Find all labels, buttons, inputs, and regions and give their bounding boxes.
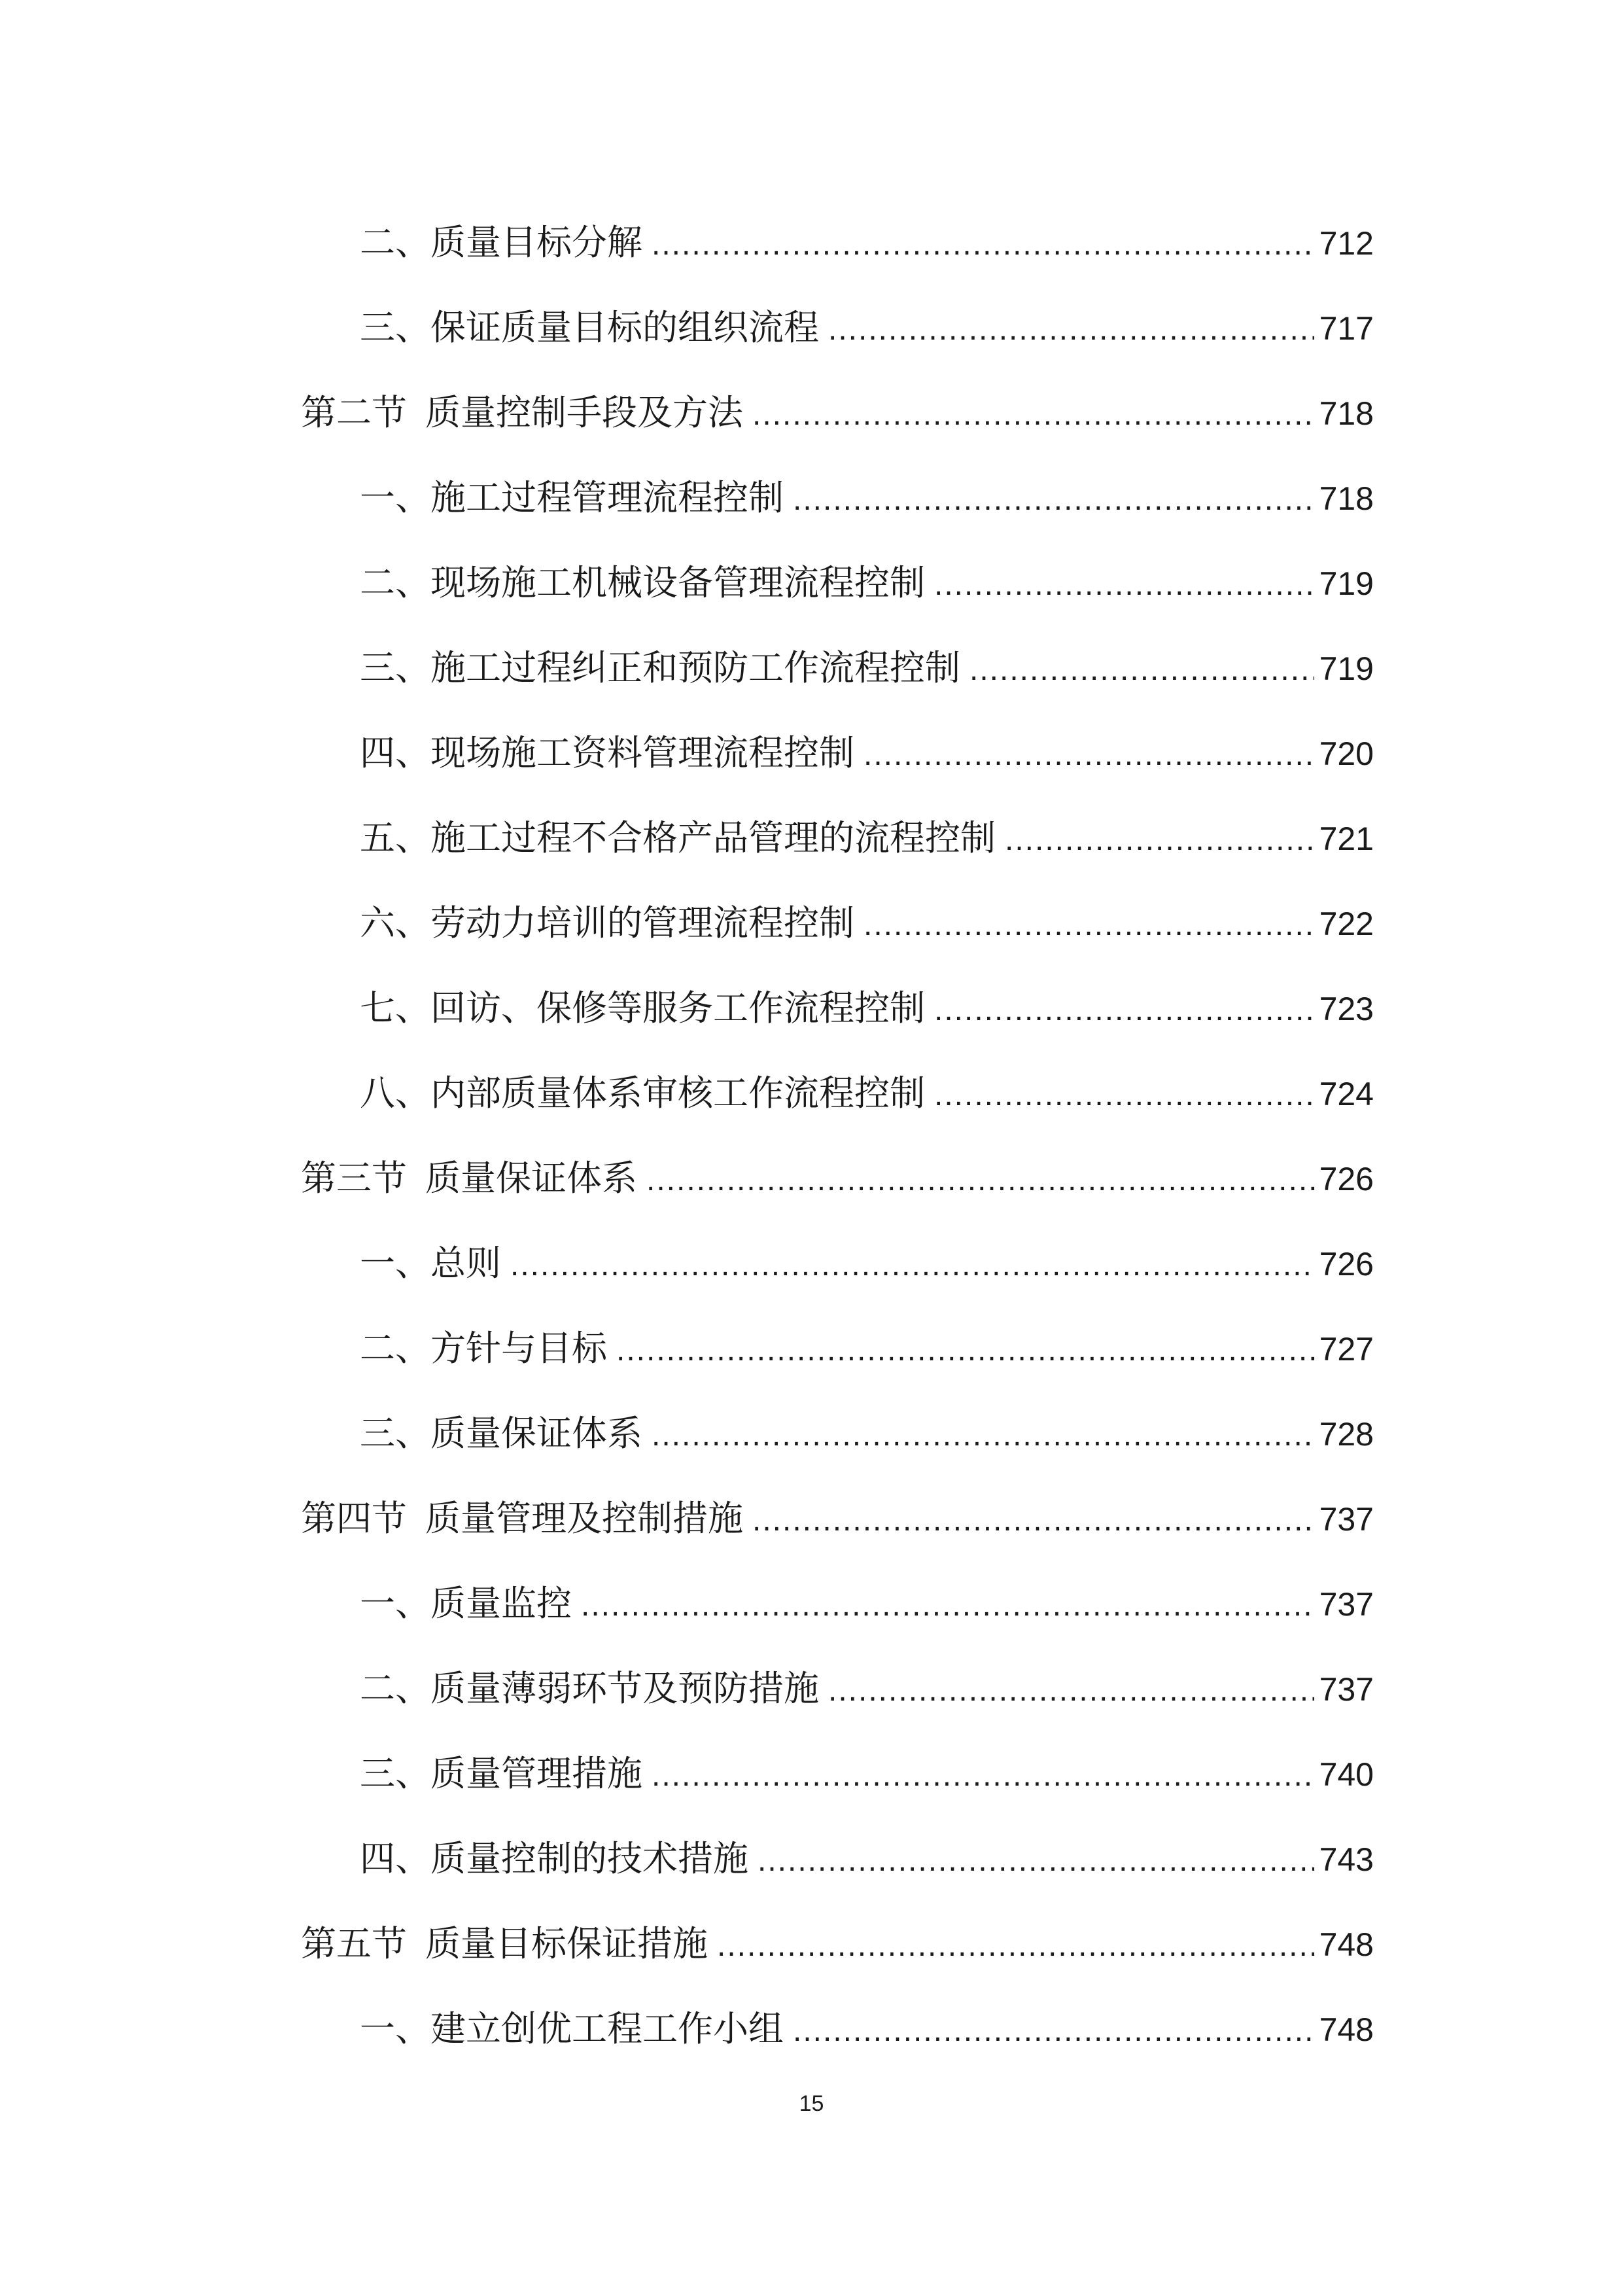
toc-section-entry[interactable]	[301, 1901, 1374, 1987]
toc-dot-leader	[652, 202, 1314, 287]
toc-entry-page: 726	[1319, 1161, 1374, 1197]
toc-entry-text	[360, 796, 996, 881]
toc-entry-number: 第四节	[301, 1498, 407, 1539]
toc-dot-leader	[969, 627, 1314, 713]
toc-entry-number: 第二节	[301, 392, 407, 433]
toc-subsection-entry[interactable]	[301, 540, 1374, 626]
toc-entry-title: 建立创优工程工作小组	[430, 2008, 784, 2049]
toc-entry-title: 保证质量目标的组织流程	[430, 307, 819, 348]
toc-entry-title: 总则	[430, 1243, 501, 1284]
toc-subsection-entry[interactable]	[301, 1987, 1374, 2072]
toc-entry-title: 施工过程纠正和预防工作流程控制	[430, 647, 960, 688]
toc-entry-number: 一、	[360, 477, 430, 518]
toc-dot-leader	[752, 1478, 1314, 1563]
toc-entry-number: 第五节	[301, 1923, 407, 1964]
toc-entry-number: 三、	[360, 307, 430, 348]
toc-entry-title: 方针与目标	[430, 1328, 607, 1369]
toc-subsection-entry[interactable]	[301, 200, 1374, 285]
toc-dot-leader	[934, 1053, 1314, 1138]
toc-subsection-entry[interactable]	[301, 626, 1374, 711]
toc-entry-text	[301, 1136, 637, 1221]
toc-dot-leader	[646, 1138, 1314, 1223]
toc-entry-title: 施工过程不合格产品管理的流程控制	[430, 817, 996, 858]
toc-entry-text	[360, 540, 925, 626]
toc-entry-page: 743	[1319, 1841, 1374, 1878]
toc-entry-title: 质量保证体系	[425, 1157, 637, 1199]
toc-entry-title: 质量薄弱环节及预防措施	[430, 1668, 819, 1709]
toc-entry-page: 718	[1319, 395, 1374, 432]
toc-dot-leader	[717, 1903, 1314, 1988]
toc-entry-page: 724	[1319, 1076, 1374, 1112]
toc-dot-leader	[828, 287, 1314, 372]
toc-entry-page: 726	[1319, 1246, 1374, 1282]
toc-entry-text	[360, 1051, 925, 1136]
toc-entry-number: 八、	[360, 1072, 430, 1114]
toc-subsection-entry[interactable]	[301, 455, 1374, 540]
toc-entry-number: 三、	[360, 1413, 430, 1454]
toc-entry-page: 719	[1319, 650, 1374, 687]
toc-entry-title: 施工过程管理流程控制	[430, 477, 784, 518]
toc-entry-title: 质量保证体系	[430, 1413, 642, 1454]
toc-entry-number: 二、	[360, 1328, 430, 1369]
toc-dot-leader	[616, 1308, 1314, 1393]
toc-entry-page: 718	[1319, 480, 1374, 517]
toc-entry-text	[360, 200, 642, 285]
toc-entry-text	[360, 1391, 642, 1476]
page-number: 15	[799, 2091, 824, 2116]
toc-entry-page: 748	[1319, 1926, 1374, 1963]
toc-entry-text	[360, 1221, 501, 1306]
toc-entry-number: 六、	[360, 902, 430, 944]
toc-entry-number: 第三节	[301, 1157, 407, 1199]
toc-entry-title: 回访、保修等服务工作流程控制	[430, 987, 925, 1029]
toc-dot-leader	[652, 1733, 1314, 1818]
toc-entry-text	[360, 455, 784, 540]
toc-entry-number: 五、	[360, 817, 430, 858]
toc-subsection-entry[interactable]	[301, 1646, 1374, 1731]
toc-entry-number: 四、	[360, 732, 430, 773]
toc-entry-text	[301, 1476, 743, 1561]
toc-dot-leader	[934, 968, 1314, 1053]
toc-subsection-entry[interactable]	[301, 1731, 1374, 1816]
toc-entry-title: 质量监控	[430, 1583, 572, 1624]
table-of-contents	[301, 200, 1374, 2072]
toc-entry-page: 737	[1319, 1586, 1374, 1623]
toc-entry-number: 四、	[360, 1838, 430, 1879]
toc-entry-number: 二、	[360, 562, 430, 603]
toc-entry-page: 723	[1319, 991, 1374, 1027]
toc-subsection-entry[interactable]	[301, 1816, 1374, 1901]
toc-subsection-entry[interactable]	[301, 1561, 1374, 1646]
toc-entry-title: 现场施工资料管理流程控制	[430, 732, 854, 773]
toc-entry-text	[360, 711, 854, 796]
toc-entry-text	[360, 1987, 784, 2072]
toc-entry-page: 737	[1319, 1501, 1374, 1538]
toc-entry-title: 现场施工机械设备管理流程控制	[430, 562, 925, 603]
toc-entry-page: 748	[1319, 2011, 1374, 2048]
toc-entry-number: 三、	[360, 647, 430, 688]
toc-entry-title: 质量目标保证措施	[425, 1923, 708, 1964]
toc-entry-text	[360, 966, 925, 1051]
toc-entry-page: 727	[1319, 1331, 1374, 1368]
toc-entry-number: 一、	[360, 1583, 430, 1624]
toc-entry-title: 质量控制手段及方法	[425, 392, 743, 433]
toc-subsection-entry[interactable]	[301, 711, 1374, 796]
toc-entry-page: 719	[1319, 565, 1374, 602]
toc-entry-text	[360, 285, 819, 370]
toc-dot-leader	[581, 1563, 1314, 1648]
toc-entry-text	[301, 1901, 708, 1987]
toc-subsection-entry[interactable]	[301, 1221, 1374, 1306]
toc-entry-title: 质量控制的技术措施	[430, 1838, 748, 1879]
toc-dot-leader	[793, 457, 1314, 542]
toc-dot-leader	[934, 542, 1314, 627]
toc-section-entry[interactable]	[301, 370, 1374, 455]
toc-subsection-entry[interactable]	[301, 1306, 1374, 1391]
toc-dot-leader	[793, 1988, 1314, 2074]
toc-entry-number: 七、	[360, 987, 430, 1029]
toc-entry-number: 二、	[360, 1668, 430, 1709]
toc-entry-text	[360, 1646, 819, 1731]
toc-entry-text	[360, 1816, 748, 1901]
toc-entry-page: 728	[1319, 1416, 1374, 1453]
toc-section-entry[interactable]	[301, 1136, 1374, 1221]
toc-dot-leader	[510, 1223, 1314, 1308]
toc-entry-page: 720	[1319, 735, 1374, 772]
toc-entry-title: 质量目标分解	[430, 222, 642, 263]
toc-entry-page: 740	[1319, 1756, 1374, 1793]
toc-entry-text	[360, 1306, 607, 1391]
toc-entry-number: 二、	[360, 222, 430, 263]
toc-subsection-entry[interactable]	[301, 285, 1374, 370]
toc-entry-title: 劳动力培训的管理流程控制	[430, 902, 854, 944]
toc-section-entry[interactable]	[301, 1476, 1374, 1561]
toc-subsection-entry[interactable]	[301, 966, 1374, 1051]
toc-entry-page: 721	[1319, 821, 1374, 857]
toc-entry-number: 一、	[360, 1243, 430, 1284]
toc-entry-page: 722	[1319, 906, 1374, 942]
toc-subsection-entry[interactable]	[301, 1051, 1374, 1136]
toc-entry-page: 737	[1319, 1671, 1374, 1708]
toc-subsection-entry[interactable]	[301, 881, 1374, 966]
toc-subsection-entry[interactable]	[301, 796, 1374, 881]
toc-entry-text	[360, 626, 960, 711]
toc-entry-page: 712	[1319, 225, 1374, 262]
toc-dot-leader	[758, 1818, 1314, 1903]
toc-dot-leader	[652, 1393, 1314, 1478]
toc-entry-page: 717	[1319, 310, 1374, 347]
toc-entry-title: 质量管理及控制措施	[425, 1498, 743, 1539]
toc-entry-text	[360, 881, 854, 966]
toc-entry-text	[360, 1561, 572, 1646]
toc-dot-leader	[1005, 798, 1314, 883]
toc-dot-leader	[864, 883, 1314, 968]
toc-entry-title: 质量管理措施	[430, 1753, 642, 1794]
toc-entry-text	[360, 1731, 642, 1816]
toc-entry-number: 三、	[360, 1753, 430, 1794]
toc-entry-text	[301, 370, 743, 455]
toc-dot-leader	[864, 713, 1314, 798]
toc-entry-title: 内部质量体系审核工作流程控制	[430, 1072, 925, 1114]
toc-dot-leader	[828, 1648, 1314, 1733]
toc-dot-leader	[752, 372, 1314, 457]
toc-entry-number: 一、	[360, 2008, 430, 2049]
toc-subsection-entry[interactable]	[301, 1391, 1374, 1476]
